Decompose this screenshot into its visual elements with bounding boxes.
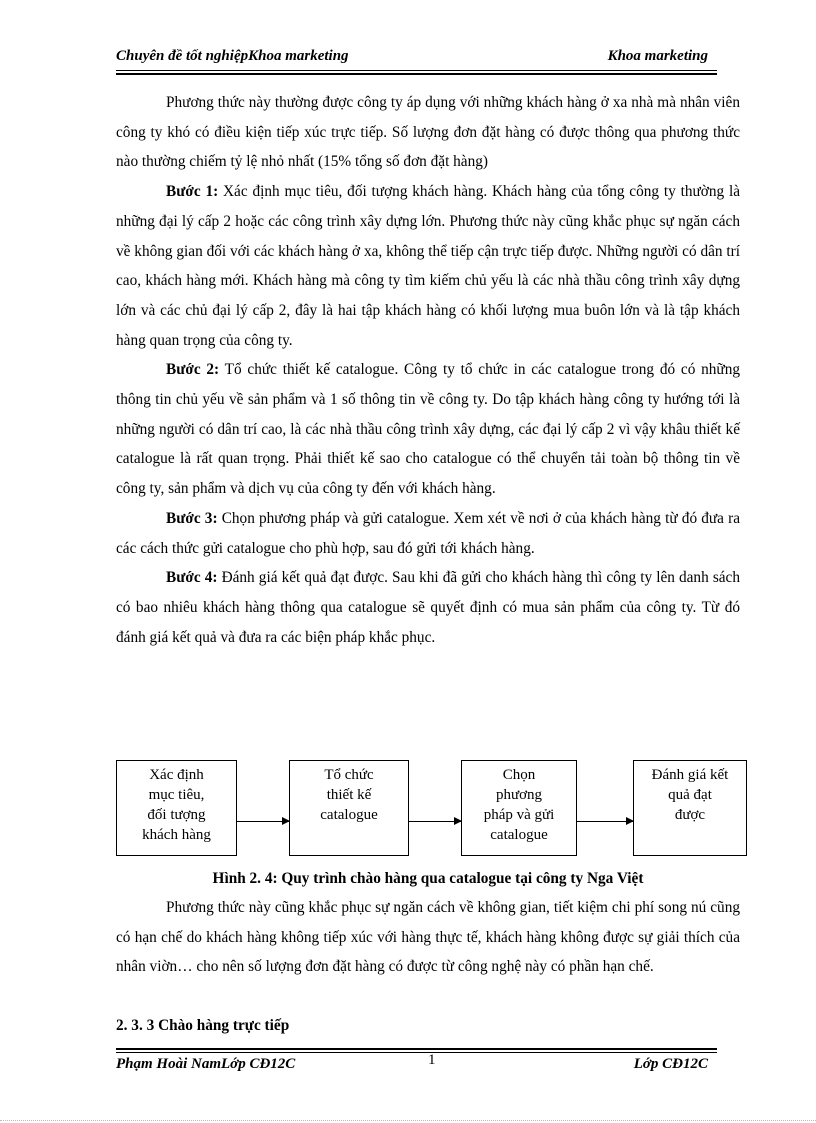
page-edge-dotted-line xyxy=(0,1120,816,1121)
footer-rule-thick xyxy=(116,1048,717,1050)
paragraph-step-1: Bước 1: Xác định mục tiêu, đối tượng khách hàng. Khách hàng của tổng công ty thường là những đại lý cấp 2 hoặc các công trình xây dựng lớn. Phương thức này cũng khắc phục sự ngăn cách về không gian đối với các khách hàng ở xa, không thể tiếp cận trực tiếp được. Những người có dân trí cao, khách hàng mới. Khách hàng mà công ty tìm kiếm chủ yếu là các nhà thầu công trình xây dựng lớn và các chủ đại lý cấp 2, đây là hai tập khách hàng có khối lượng mua buôn lớn và là tập khách hàng quan trọng của công ty. xyxy=(116,183,740,349)
header-left: Chuyên đề tốt nghiệpKhoa marketing xyxy=(116,48,349,64)
header-rule-thick xyxy=(116,73,717,75)
body-text-lower xyxy=(116,893,740,982)
step-label: Bước 2: xyxy=(166,361,220,379)
section-heading: 2. 3. 3 Chào hàng trực tiếp xyxy=(116,1017,290,1034)
header-right: Khoa marketing xyxy=(607,48,708,64)
flow-box-2: Tổ chức thiết kế catalogue xyxy=(289,760,409,856)
footer-left: Phạm Hoài NamLớp CĐ12C xyxy=(116,1056,296,1072)
flow-box-3: Chọn phương pháp và gửi catalogue xyxy=(461,760,577,856)
step-label: Bước 4: xyxy=(166,569,218,587)
figure-caption: Hình 2. 4: Quy trình chào hàng qua catalogue tại công ty Nga Việt xyxy=(212,870,644,887)
footer-right: Lớp CĐ12C xyxy=(633,1056,708,1072)
step-label: Bước 1: xyxy=(166,183,219,201)
process-flow-diagram xyxy=(116,760,748,858)
page-header xyxy=(116,48,716,70)
page-footer xyxy=(116,1052,716,1078)
paragraph: Phương thức này thường được công ty áp dụng với những khách hàng ở xa nhà mà nhân viên công ty khó có điều kiện tiếp xúc trực tiếp. Số lượng đơn đặt hàng có được thông qua phương thức nào thường chiếm tỷ lệ nhỏ nhất (15% tổng số đơn đặt hàng) xyxy=(116,94,740,171)
paragraph-step-4: Bước 4: Đánh giá kết quả đạt được. Sau khi đã gửi cho khách hàng thì công ty lên danh sách có bao nhiêu khách hàng thông qua catalogue sẽ quyết định có mua sản phẩm của công ty. Từ đó đánh giá kết quả và đưa ra các biện pháp khắc phục. xyxy=(116,569,740,646)
flow-box-1: Xác định mục tiêu, đối tượng khách hàng xyxy=(116,760,237,856)
page-number: 1 xyxy=(428,1052,436,1068)
footer-rule-thin xyxy=(116,1052,717,1053)
flow-arrow-3 xyxy=(577,821,633,822)
flow-box-4: Đánh giá kết quả đạt được xyxy=(633,760,747,856)
flow-arrow-1 xyxy=(237,821,289,822)
paragraph: Phương thức này cũng khắc phục sự ngăn cách về không gian, tiết kiệm chi phí song nú cũng có hạn chế do khách hàng không tiếp xúc với hàng thực tế, khách hàng không được sự giải thích của nhân viờn… cho nên số lượng đơn đặt hàng có được từ công nghệ này có phần hạn chế. xyxy=(116,899,740,976)
step-label: Bước 3: xyxy=(166,509,218,527)
flow-arrow-2 xyxy=(409,821,461,822)
body-text-upper xyxy=(116,88,740,652)
paragraph-step-2: Bước 2: Tổ chức thiết kế catalogue. Công ty tổ chức in các catalogue trong đó có những thông tin chủ yếu về sản phẩm và 1 số thông tin về công ty. Do tập khách hàng công ty hướng tới là những người có dân trí cao, là các nhà thầu công trình xây dựng, các đại lý cấp 2 vì vậy khâu thiết kế catalogue là rất quan trọng. Phải thiết kế sao cho catalogue có thể chuyển tải toàn bộ thông tin về công ty, sản phẩm và dịch vụ của công ty đến với khách hàng. xyxy=(116,361,740,498)
header-rule-thin xyxy=(116,70,717,71)
paragraph-step-3: Bước 3: Chọn phương pháp và gửi catalogue. Xem xét về nơi ở của khách hàng từ đó đưa ra các cách thức gửi catalogue cho phù hợp, sau đó gửi tới khách hàng. xyxy=(116,509,740,557)
